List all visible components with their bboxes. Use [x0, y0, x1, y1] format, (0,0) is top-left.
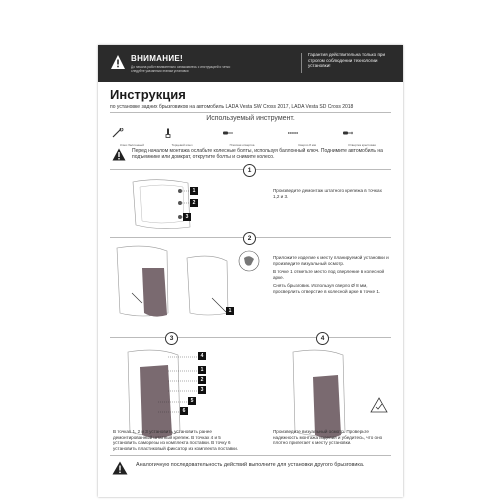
tool-item: Сверло 8 мм	[287, 125, 327, 148]
page-title: Инструкция	[110, 87, 186, 102]
callout-marker: 4	[198, 352, 206, 360]
step4-text: Произведите визуальный осмотр. Проверьте надежность монтажа изделия и убедитесь, что оно плотно прилегает к месту установки.	[273, 429, 383, 446]
callout-marker: 6	[180, 407, 188, 415]
step3-text: В точках 1, 2 и 3 установить установить ранее демонтированный штатный крепеж. В точках 4 и 5 установить саморезы из комплекта поставки. В точку 6 установить пластиковый фиксатор из комплекта поставки.	[113, 429, 239, 451]
divider	[110, 455, 391, 456]
tools-row	[112, 125, 392, 147]
tool-item: Ключ баллонный	[112, 125, 152, 148]
instruction-sheet	[98, 45, 403, 497]
callout-marker: 3	[198, 386, 206, 394]
callout-marker: 2	[198, 376, 206, 384]
tool-item: Торцевой ключ	[162, 125, 202, 148]
wheel-wrench-icon	[112, 128, 124, 138]
fastener-detail-icon	[238, 250, 260, 272]
warning-icon	[110, 54, 126, 70]
callout-marker: 5	[188, 397, 196, 405]
step3-illustration	[118, 347, 208, 442]
step-divider	[110, 337, 391, 338]
step2-text: Приложите изделие к месту планируемой установки и произведите визуальный осмотр. В точке 1 отметьте место под сверление в колесной арке. Снять брызговик. Используя сверло Ø 8 мм, просверлить отверстие в колесной арке в точке 1.	[273, 255, 389, 294]
callout-marker: 2	[190, 199, 198, 207]
tool-item: Плоская отвертка	[222, 125, 262, 148]
step1-illustration	[128, 177, 218, 232]
step-number: 4	[316, 332, 329, 345]
warning-banner	[98, 45, 403, 82]
bottom-note-text: Аналогичную последовательность действий выполните для установки другого брызговика.	[136, 462, 365, 468]
step2-illustration-a	[112, 243, 182, 323]
warning-title: ВНИМАНИЕ!	[131, 54, 183, 63]
tool-item: Отвертка крестовая	[342, 125, 382, 148]
step-number: 2	[243, 232, 256, 245]
step1-text: Произведите демонтаж штатного крепежа в точках 1,2 и 3.	[273, 188, 382, 199]
inspection-icon	[370, 397, 388, 413]
divider	[110, 112, 391, 113]
notice-text: Перед началом монтажа ослабьте колесные болты, используя баллонный ключ. Поднимите автомобиль на подъемнике или домкрат, открутите болты и снимите колесо.	[132, 148, 383, 160]
guarantee-note: Гарантия действительна только при строгом соблюдении технологии установки!	[308, 52, 386, 69]
step-number: 3	[165, 332, 178, 345]
callout-marker: 3	[183, 213, 191, 221]
tools-heading: Используемый инструмент.	[206, 115, 295, 122]
step4-illustration	[283, 347, 363, 442]
warning-subtitle: До начала работ внимательно ознакомьтесь с инструкцией и четко следуйте указанным этапам установки	[131, 65, 231, 73]
caution-icon	[112, 148, 126, 161]
phillips-screwdriver-icon	[342, 128, 354, 138]
step-number: 1	[243, 164, 256, 177]
callout-marker: 1	[198, 366, 206, 374]
bottom-note	[112, 459, 392, 483]
callout-marker: 1	[190, 187, 198, 195]
caution-icon	[112, 461, 128, 475]
flat-screwdriver-icon	[222, 128, 234, 138]
socket-wrench-icon	[162, 128, 174, 138]
banner-divider	[301, 53, 302, 73]
drill-bit-icon	[287, 128, 299, 138]
page-subtitle: по установке задних брызговиков на автомобиль LADA Vesta SW Cross 2017, LADA Vesta SD Cross 2018	[110, 104, 354, 110]
callout-marker: 1	[226, 307, 234, 315]
notice-row	[112, 147, 392, 163]
